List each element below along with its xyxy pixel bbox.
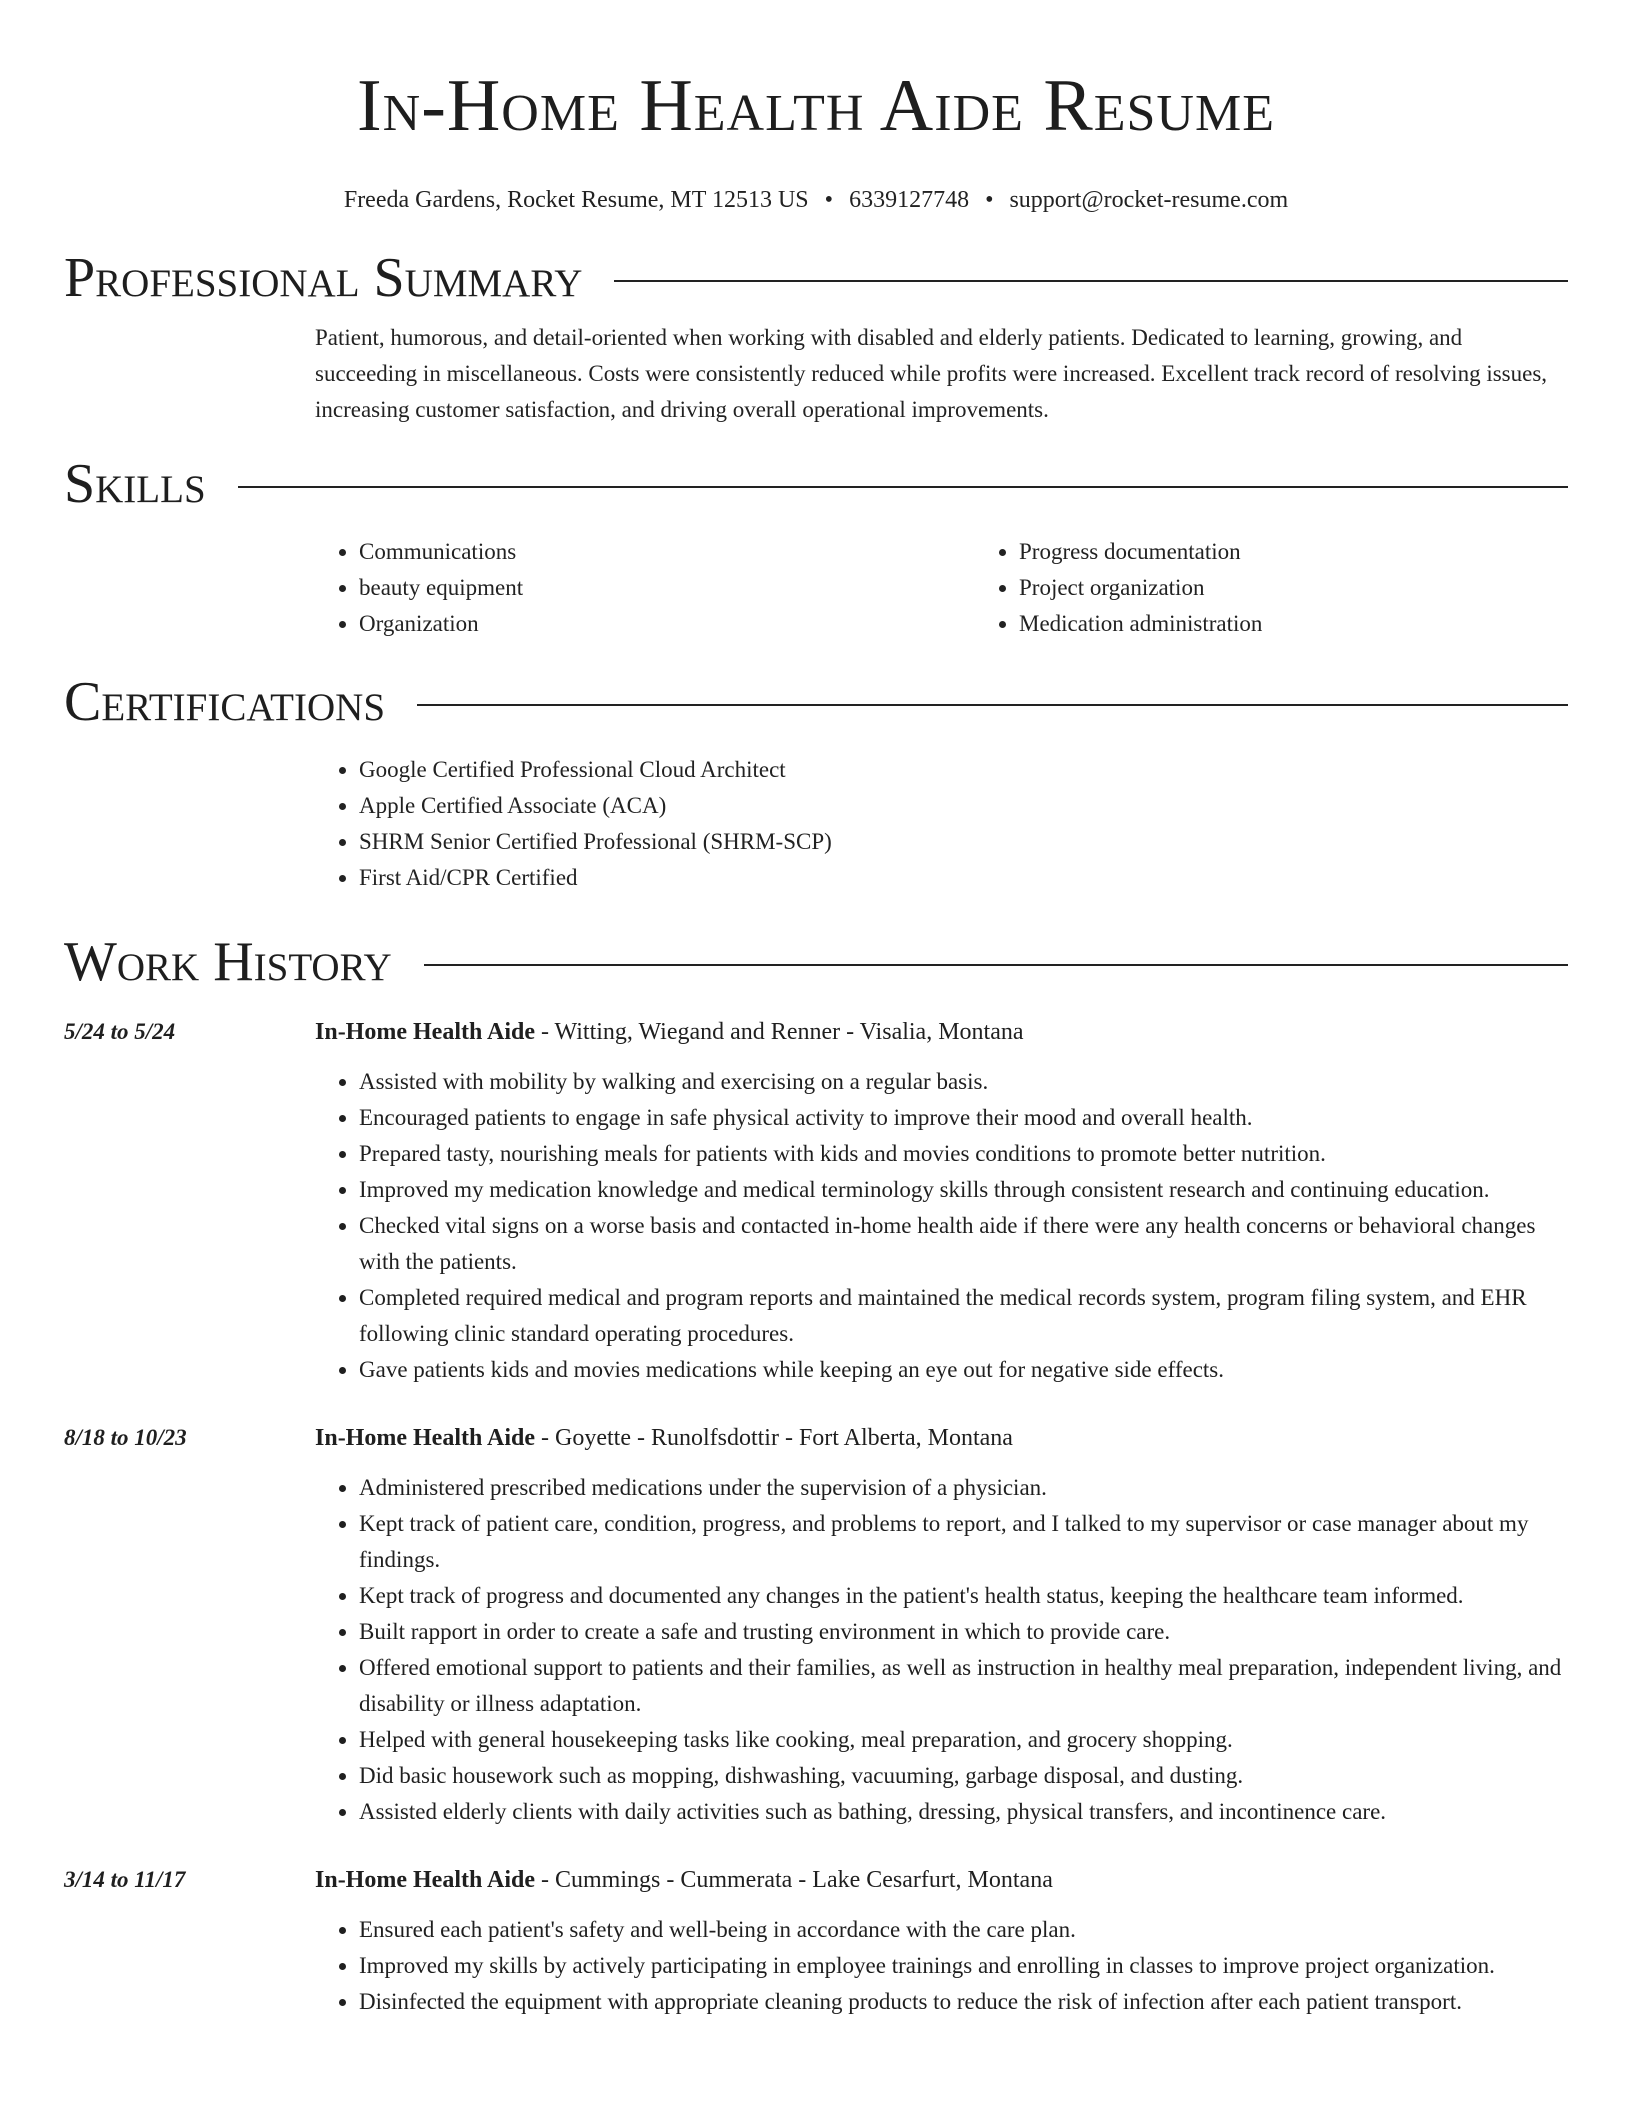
job-duties <box>315 1912 1568 2020</box>
section-divider <box>238 486 1568 488</box>
skills-header <box>64 452 1568 516</box>
skills-section <box>64 452 1568 642</box>
certifications-heading: Certifications <box>64 671 386 733</box>
contact-address: Freeda Gardens, Rocket Resume, MT 12513 US <box>343 187 809 213</box>
job-duty: • Assisted elderly clients with daily activities such as bathing, dressing, physical transfers, and incontinence care. <box>359 1794 1568 1830</box>
skill-item: • Project organization <box>1019 570 1632 606</box>
work-history-heading: Work History <box>64 931 392 993</box>
section-divider <box>424 964 1568 966</box>
job-header <box>315 1014 1568 1050</box>
page-title: In-Home Health Aide Resume <box>357 65 1275 147</box>
job-duty: • Kept track of progress and documented any changes in the patient's health status, keeping the healthcare team informed. <box>359 1578 1568 1614</box>
job-duty: • Did basic housework such as mopping, dishwashing, vacuuming, garbage disposal, and dusting. <box>359 1758 1568 1794</box>
work-history-header <box>64 930 1568 994</box>
skills-list-right <box>975 534 1632 642</box>
skill-item: • Medication administration <box>1019 606 1632 642</box>
section-divider <box>417 704 1568 706</box>
skills-list-left <box>315 534 975 642</box>
job-duty: • Encouraged patients to engage in safe physical activity to improve their mood and overall health. <box>359 1100 1568 1136</box>
work-history-section <box>64 930 1568 2020</box>
job-duty: • Completed required medical and program reports and maintained the medical records system, program filing system, and EHR following clinic standard operating procedures. <box>359 1280 1568 1352</box>
certification-item: • Apple Certified Associate (ACA) <box>359 788 1568 824</box>
job-duty: • Kept track of patient care, condition, progress, and problems to report, and I talked to my supervisor or case manager about my findings. <box>359 1506 1568 1578</box>
skill-item: • beauty equipment <box>359 570 975 606</box>
certification-item: • Google Certified Professional Cloud Architect <box>359 752 1568 788</box>
summary-header <box>64 246 1568 310</box>
job-duty: • Improved my medication knowledge and medical terminology skills through consistent research and continuing education. <box>359 1172 1568 1208</box>
job-entry <box>64 1862 1568 2020</box>
job-duties <box>315 1470 1568 1830</box>
job-dates: 8/18 to 10/23 <box>64 1425 187 1450</box>
skill-item: • Organization <box>359 606 975 642</box>
skills-grid <box>315 534 1568 642</box>
certifications-list <box>315 752 1568 896</box>
job-dates: 5/24 to 5/24 <box>64 1019 176 1044</box>
job-employer: - Goyette - Runolfsdottir - Fort Alberta, Montana <box>535 1425 1013 1451</box>
job-title: In-Home Health Aide <box>315 1867 535 1893</box>
job-duty: • Disinfected the equipment with appropriate cleaning products to reduce the risk of infection after each patient transport. <box>359 1984 1568 2020</box>
contact-line <box>64 184 1568 216</box>
job-header <box>315 1862 1568 1898</box>
certifications-header <box>64 670 1568 734</box>
skills-heading: Skills <box>64 453 206 515</box>
job-employer: - Witting, Wiegand and Renner - Visalia, Montana <box>535 1019 1024 1045</box>
job-title: In-Home Health Aide <box>315 1425 535 1451</box>
job-duty: • Administered prescribed medications under the supervision of a physician. <box>359 1470 1568 1506</box>
summary-section <box>64 246 1568 428</box>
job-duty: • Helped with general housekeeping tasks like cooking, meal preparation, and grocery shopping. <box>359 1722 1568 1758</box>
certifications-body <box>315 752 1568 896</box>
contact-separator: • <box>824 187 834 213</box>
job-employer: - Cummings - Cummerata - Lake Cesarfurt, Montana <box>535 1867 1053 1893</box>
job-duty: • Assisted with mobility by walking and exercising on a regular basis. <box>359 1064 1568 1100</box>
certification-item: • SHRM Senior Certified Professional (SHRM-SCP) <box>359 824 1568 860</box>
certifications-section <box>64 670 1568 896</box>
summary-body <box>315 320 1568 428</box>
job-dates: 3/14 to 11/17 <box>64 1867 186 1892</box>
job-duty: • Built rapport in order to create a safe and trusting environment in which to provide care. <box>359 1614 1568 1650</box>
job-duty: • Offered emotional support to patients and their families, as well as instruction in healthy meal preparation, independent living, and disability or illness adaptation. <box>359 1650 1568 1722</box>
contact-email: support@rocket-resume.com <box>1009 187 1289 213</box>
certification-item: • First Aid/CPR Certified <box>359 860 1568 896</box>
job-duty: • Improved my skills by actively participating in employee trainings and enrolling in classes to improve project organization. <box>359 1948 1568 1984</box>
job-entry <box>64 1420 1568 1830</box>
contact-separator: • <box>985 187 994 213</box>
skill-item: • Communications <box>359 534 975 570</box>
section-divider <box>614 280 1568 282</box>
job-duty: • Gave patients kids and movies medications while keeping an eye out for negative side effects. <box>359 1352 1568 1388</box>
job-duty: • Prepared tasty, nourishing meals for patients with kids and movies conditions to promote better nutrition. <box>359 1136 1568 1172</box>
job-entry <box>64 1014 1568 1388</box>
resume-page <box>64 0 1568 2020</box>
job-title: In-Home Health Aide <box>315 1019 535 1045</box>
contact-phone: 6339127748 <box>849 187 970 213</box>
job-header <box>315 1420 1568 1456</box>
skill-item: • Progress documentation <box>1019 534 1632 570</box>
summary-text: Patient, humorous, and detail-oriented when working with disabled and elderly patients. Dedicated to learning, growing, and succeeding in miscellaneous. Costs were consistently reduced while profits were increased. Excellent track record of resolving issues, increasing customer satisfaction, and driving overall operational improvements. <box>315 325 1548 422</box>
job-duties <box>315 1064 1568 1388</box>
job-duty: • Ensured each patient's safety and well-being in accordance with the care plan. <box>359 1912 1568 1948</box>
summary-heading: Professional Summary <box>64 247 583 309</box>
job-duty: • Checked vital signs on a worse basis and contacted in-home health aide if there were any health concerns or behavioral changes with the patients. <box>359 1208 1568 1280</box>
